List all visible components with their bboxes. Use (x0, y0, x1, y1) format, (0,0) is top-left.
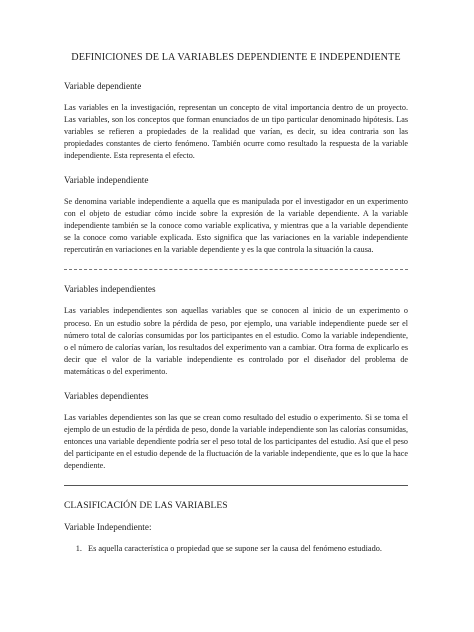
heading-variable-independiente-clasificacion: Variable Independiente: (64, 521, 152, 532)
list-item: 1. Es aquella característica o propiedad que se supone ser la causa del fenómeno estudiado. (84, 543, 408, 556)
section-divider (64, 269, 408, 270)
heading-variables-dependientes: Variables dependientes (64, 390, 149, 401)
heading-variables-independientes: Variables independientes (64, 284, 156, 295)
heading-variable-dependiente: Variable dependiente (64, 81, 142, 91)
classification-list (64, 543, 408, 556)
section-divider (64, 485, 408, 486)
paragraph-variable-independiente: Se denomina variable independiente a aquella que es manipulada por el investigador en un experimento con el objeto de estudiar cómo incide sobre la expresión de la variable dependiente. A la variable independiente también se la conoce como variable explicativa, y mientras que a la variable dependiente se la conoce como variable explicada. Esto significa que las variaciones en la variable independiente repercutirán en variaciones en la variable dependiente y es la que controla la situación la causa. (64, 197, 408, 255)
paragraph-variables-dependientes: Las variables dependientes son las que se crean como resultado del estudio o experimento. Si se toma el ejemplo de un estudio de la pérdida de peso, donde la variable independiente son las calorías consumidas, entonces una variable dependiente podría ser el peso total de los participantes del estudio. Así que el peso del participante en el estudio depende de la fluctuación de la variable independiente, que es lo que la hace dependiente. (64, 412, 408, 470)
section-title-clasificacion: CLASIFICACIÓN DE LAS VARIABLES (64, 499, 228, 511)
page-title: DEFINICIONES DE LA VARIABLES DEPENDIENTE E INDEPENDIENTE (71, 52, 401, 63)
heading-variable-independiente: Variable independiente (64, 175, 149, 186)
paragraph-variable-dependiente: Las variables en la investigación, representan un concepto de vital importancia dentro de un proyecto. Las variables, son los conceptos que forman enunciados de un tipo particular denominado hipótesis. Las variables se refieren a propiedades de la realidad que varían, es decir, su idea contraria son las propiedades constantes de cierto fenómeno. También ocurre como resultado la respuesta de la variable independiente. Esta representa el efecto. (64, 103, 408, 161)
paragraph-variables-independientes: Las variables independientes son aquellas variables que se conocen al inicio de un experimento o proceso. En un estudio sobre la pérdida de peso, por ejemplo, una variable independiente puede ser el número total de calorías consumidas por los participantes en el estudio. Como la variable independiente, o el número de calorías varían, los resultados del experimento van a cambiar. Otra forma de explicarlo es decir que el valor de la variable independiente es controlado por el diseñador del problema de matemáticas o del experimento. (64, 306, 408, 376)
